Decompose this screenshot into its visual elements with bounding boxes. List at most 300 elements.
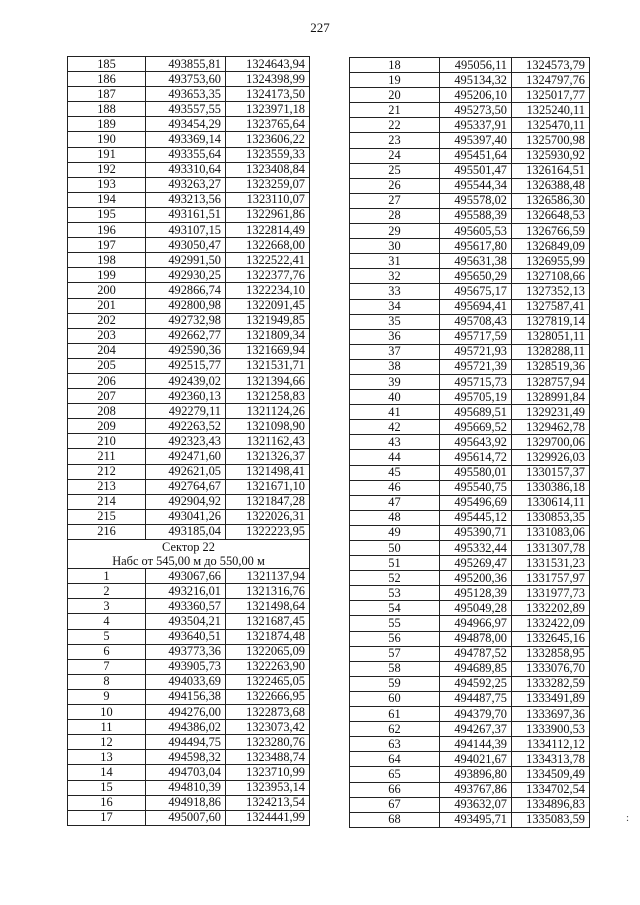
- y-coordinate: 1330614,11: [512, 495, 590, 510]
- table-row: [350, 661, 590, 676]
- y-coordinate: 1328991,84: [512, 390, 590, 405]
- point-number: 207: [68, 389, 146, 404]
- table-row: [350, 767, 590, 782]
- page-number: 227: [310, 20, 330, 35]
- point-number: 202: [68, 313, 146, 328]
- x-coordinate: 495721,39: [440, 359, 512, 374]
- y-coordinate: 1324643,94: [226, 57, 310, 72]
- x-coordinate: 495501,47: [440, 163, 512, 178]
- x-coordinate: 492930,25: [146, 268, 226, 283]
- point-number: 56: [350, 631, 440, 646]
- table-row: [68, 674, 310, 689]
- table-row: [68, 614, 310, 629]
- table-row: [68, 720, 310, 735]
- table-row: [350, 510, 590, 525]
- table-row: [350, 178, 590, 193]
- x-coordinate: 492800,98: [146, 298, 226, 313]
- sector-title: Сектор 22: [68, 540, 310, 555]
- x-coordinate: 495007,60: [146, 810, 226, 825]
- point-number: 6: [68, 644, 146, 659]
- y-coordinate: 1331757,97: [512, 571, 590, 586]
- point-number: 67: [350, 797, 440, 812]
- x-coordinate: 495643,92: [440, 435, 512, 450]
- point-number: 62: [350, 722, 440, 737]
- x-coordinate: 495206,10: [440, 88, 512, 103]
- y-coordinate: 1321316,76: [226, 584, 310, 599]
- point-number: 206: [68, 373, 146, 388]
- x-coordinate: 495390,71: [440, 525, 512, 540]
- table-row: [68, 464, 310, 479]
- point-number: 60: [350, 691, 440, 706]
- table-row: [68, 644, 310, 659]
- y-coordinate: 1323971,18: [226, 102, 310, 117]
- x-coordinate: 493107,15: [146, 223, 226, 238]
- point-number: 53: [350, 586, 440, 601]
- y-coordinate: 1325470,11: [512, 118, 590, 133]
- x-coordinate: 495049,28: [440, 601, 512, 616]
- point-number: 33: [350, 284, 440, 299]
- y-coordinate: 1326849,09: [512, 239, 590, 254]
- table-row: [68, 659, 310, 674]
- table-row: [68, 72, 310, 87]
- point-number: 65: [350, 767, 440, 782]
- y-coordinate: 1325930,92: [512, 148, 590, 163]
- y-coordinate: 1334313,78: [512, 752, 590, 767]
- x-coordinate: 494144,39: [440, 737, 512, 752]
- y-coordinate: 1324441,99: [226, 810, 310, 825]
- point-number: 19: [350, 73, 440, 88]
- point-number: 193: [68, 177, 146, 192]
- point-number: 47: [350, 495, 440, 510]
- point-number: 50: [350, 541, 440, 556]
- table-row: [68, 449, 310, 464]
- x-coordinate: 495269,47: [440, 556, 512, 571]
- x-coordinate: 492515,77: [146, 358, 226, 373]
- point-number: 204: [68, 343, 146, 358]
- x-coordinate: 495578,02: [440, 193, 512, 208]
- x-coordinate: 494598,32: [146, 750, 226, 765]
- point-number: 10: [68, 705, 146, 720]
- table-row: [68, 479, 310, 494]
- point-number: 209: [68, 419, 146, 434]
- y-coordinate: 1334896,83: [512, 797, 590, 812]
- y-coordinate: 1323559,33: [226, 147, 310, 162]
- point-number: 20: [350, 88, 440, 103]
- table-row: [350, 571, 590, 586]
- y-coordinate: 1322223,95: [226, 524, 310, 539]
- x-coordinate: 493640,51: [146, 629, 226, 644]
- y-coordinate: 1322668,00: [226, 238, 310, 253]
- x-coordinate: 495056,11: [440, 58, 512, 73]
- right-coordinates-table: [349, 57, 590, 828]
- y-coordinate: 1324797,76: [512, 73, 590, 88]
- table-row: [350, 782, 590, 797]
- y-coordinate: 1321949,85: [226, 313, 310, 328]
- point-number: 13: [68, 750, 146, 765]
- table-row: [68, 132, 310, 147]
- point-number: 196: [68, 223, 146, 238]
- y-coordinate: 1323488,74: [226, 750, 310, 765]
- y-coordinate: 1323765,64: [226, 117, 310, 132]
- table-row: [350, 133, 590, 148]
- point-number: 15: [68, 780, 146, 795]
- point-number: 1: [68, 569, 146, 584]
- table-row: [68, 509, 310, 524]
- x-coordinate: 493185,04: [146, 524, 226, 539]
- left-table-rows-top: [68, 57, 310, 540]
- x-coordinate: 493310,64: [146, 162, 226, 177]
- table-row: [68, 238, 310, 253]
- x-coordinate: 494276,00: [146, 705, 226, 720]
- y-coordinate: 1321498,41: [226, 464, 310, 479]
- table-row: [68, 268, 310, 283]
- y-coordinate: 1332202,89: [512, 601, 590, 616]
- y-coordinate: 1329462,78: [512, 420, 590, 435]
- y-coordinate: 1328288,11: [512, 344, 590, 359]
- x-coordinate: 494021,67: [440, 752, 512, 767]
- y-coordinate: 1330386,18: [512, 480, 590, 495]
- x-coordinate: 493213,56: [146, 192, 226, 207]
- y-coordinate: 1322065,09: [226, 644, 310, 659]
- table-row: [350, 148, 590, 163]
- x-coordinate: 495694,41: [440, 299, 512, 314]
- table-row: [350, 254, 590, 269]
- table-row: [350, 752, 590, 767]
- x-coordinate: 495337,91: [440, 118, 512, 133]
- point-number: 190: [68, 132, 146, 147]
- table-row: [350, 329, 590, 344]
- y-coordinate: 1321258,83: [226, 389, 310, 404]
- point-number: 201: [68, 298, 146, 313]
- x-coordinate: 495200,36: [440, 571, 512, 586]
- table-row: [350, 435, 590, 450]
- x-coordinate: 492471,60: [146, 449, 226, 464]
- x-coordinate: 493050,47: [146, 238, 226, 253]
- x-coordinate: 494386,02: [146, 720, 226, 735]
- x-coordinate: 494487,75: [440, 691, 512, 706]
- y-coordinate: 1326766,59: [512, 224, 590, 239]
- table-row: [68, 689, 310, 704]
- y-coordinate: 1331307,78: [512, 541, 590, 556]
- x-coordinate: 495708,43: [440, 314, 512, 329]
- point-number: 9: [68, 689, 146, 704]
- point-number: 192: [68, 162, 146, 177]
- x-coordinate: 495580,01: [440, 465, 512, 480]
- x-coordinate: 495445,12: [440, 510, 512, 525]
- point-number: 37: [350, 344, 440, 359]
- x-coordinate: 492764,67: [146, 479, 226, 494]
- right-table-rows: [350, 58, 590, 828]
- table-row: [68, 373, 310, 388]
- y-coordinate: 1322666,95: [226, 689, 310, 704]
- table-row: [68, 102, 310, 117]
- y-coordinate: 1324213,54: [226, 795, 310, 810]
- point-number: 7: [68, 659, 146, 674]
- x-coordinate: 492323,43: [146, 434, 226, 449]
- x-coordinate: 495675,17: [440, 284, 512, 299]
- y-coordinate: 1327352,13: [512, 284, 590, 299]
- y-coordinate: 1332858,95: [512, 646, 590, 661]
- table-row: [68, 524, 310, 539]
- point-number: 39: [350, 374, 440, 389]
- point-number: 208: [68, 404, 146, 419]
- y-coordinate: 1326648,53: [512, 208, 590, 223]
- table-row: [68, 795, 310, 810]
- point-number: 8: [68, 674, 146, 689]
- x-coordinate: 493632,07: [440, 797, 512, 812]
- table-row: [350, 344, 590, 359]
- y-coordinate: 1321847,28: [226, 494, 310, 509]
- point-number: 191: [68, 147, 146, 162]
- x-coordinate: 493067,66: [146, 569, 226, 584]
- x-coordinate: 494787,52: [440, 646, 512, 661]
- table-row: [68, 298, 310, 313]
- point-number: 48: [350, 510, 440, 525]
- x-coordinate: 495540,75: [440, 480, 512, 495]
- x-coordinate: 492439,02: [146, 373, 226, 388]
- y-coordinate: 1327587,41: [512, 299, 590, 314]
- y-coordinate: 1323953,14: [226, 780, 310, 795]
- x-coordinate: 492279,11: [146, 404, 226, 419]
- y-coordinate: 1322522,41: [226, 253, 310, 268]
- table-row: [68, 389, 310, 404]
- point-number: 40: [350, 390, 440, 405]
- table-row: [350, 812, 590, 827]
- x-coordinate: 495588,39: [440, 208, 512, 223]
- y-coordinate: 1321809,34: [226, 328, 310, 343]
- point-number: 11: [68, 720, 146, 735]
- point-number: 5: [68, 629, 146, 644]
- y-coordinate: 1326164,51: [512, 163, 590, 178]
- table-row: [350, 374, 590, 389]
- table-row: [350, 691, 590, 706]
- table-row: [350, 495, 590, 510]
- table-row: [350, 541, 590, 556]
- margin-mark: :: [626, 812, 630, 824]
- y-coordinate: 1322814,49: [226, 223, 310, 238]
- point-number: 210: [68, 434, 146, 449]
- y-coordinate: 1330853,35: [512, 510, 590, 525]
- point-number: 41: [350, 405, 440, 420]
- y-coordinate: 1334702,54: [512, 782, 590, 797]
- y-coordinate: 1323280,76: [226, 735, 310, 750]
- y-coordinate: 1325240,11: [512, 103, 590, 118]
- y-coordinate: 1333491,89: [512, 691, 590, 706]
- table-row: [350, 314, 590, 329]
- point-number: 45: [350, 465, 440, 480]
- table-row: [68, 283, 310, 298]
- point-number: 36: [350, 329, 440, 344]
- y-coordinate: 1331531,23: [512, 556, 590, 571]
- x-coordinate: 493905,73: [146, 659, 226, 674]
- table-row: [350, 163, 590, 178]
- y-coordinate: 1326388,48: [512, 178, 590, 193]
- table-row: [68, 192, 310, 207]
- table-row: [350, 480, 590, 495]
- point-number: 59: [350, 676, 440, 691]
- y-coordinate: 1322091,45: [226, 298, 310, 313]
- table-row: [350, 631, 590, 646]
- table-row: [350, 420, 590, 435]
- x-coordinate: 495397,40: [440, 133, 512, 148]
- point-number: 68: [350, 812, 440, 827]
- x-coordinate: 495134,32: [440, 73, 512, 88]
- point-number: 35: [350, 314, 440, 329]
- table-row: [350, 797, 590, 812]
- x-coordinate: 493355,64: [146, 147, 226, 162]
- table-row: [350, 299, 590, 314]
- table-row: [350, 224, 590, 239]
- y-coordinate: 1324173,50: [226, 87, 310, 102]
- table-row: [68, 343, 310, 358]
- point-number: 200: [68, 283, 146, 298]
- x-coordinate: 493216,01: [146, 584, 226, 599]
- point-number: 212: [68, 464, 146, 479]
- x-coordinate: 492360,13: [146, 389, 226, 404]
- point-number: 25: [350, 163, 440, 178]
- table-row: [350, 103, 590, 118]
- point-number: 27: [350, 193, 440, 208]
- y-coordinate: 1321498,64: [226, 599, 310, 614]
- table-row: [68, 313, 310, 328]
- point-number: 58: [350, 661, 440, 676]
- table-row: [68, 223, 310, 238]
- y-coordinate: 1331083,06: [512, 525, 590, 540]
- table-row: [68, 358, 310, 373]
- point-number: 189: [68, 117, 146, 132]
- table-row: [68, 434, 310, 449]
- table-row: [68, 780, 310, 795]
- table-row: [68, 207, 310, 222]
- point-number: 26: [350, 178, 440, 193]
- x-coordinate: 492590,36: [146, 343, 226, 358]
- point-number: 64: [350, 752, 440, 767]
- point-number: 188: [68, 102, 146, 117]
- x-coordinate: 492263,52: [146, 419, 226, 434]
- y-coordinate: 1327108,66: [512, 269, 590, 284]
- point-number: 43: [350, 435, 440, 450]
- table-row: [68, 599, 310, 614]
- y-coordinate: 1323110,07: [226, 192, 310, 207]
- point-number: 38: [350, 359, 440, 374]
- table-row: [68, 569, 310, 584]
- y-coordinate: 1328519,36: [512, 359, 590, 374]
- table-row: [350, 208, 590, 223]
- y-coordinate: 1335083,59: [512, 812, 590, 827]
- table-row: [68, 810, 310, 825]
- x-coordinate: 494267,37: [440, 722, 512, 737]
- sector-title-row: [68, 540, 310, 555]
- y-coordinate: 1325700,98: [512, 133, 590, 148]
- y-coordinate: 1329926,03: [512, 450, 590, 465]
- left-table-rows-bottom: [68, 569, 310, 826]
- y-coordinate: 1321669,94: [226, 343, 310, 358]
- table-row: [350, 450, 590, 465]
- point-number: 42: [350, 420, 440, 435]
- y-coordinate: 1329700,06: [512, 435, 590, 450]
- table-row: [68, 162, 310, 177]
- table-row: [350, 737, 590, 752]
- table-row: [68, 765, 310, 780]
- point-number: 211: [68, 449, 146, 464]
- point-number: 3: [68, 599, 146, 614]
- x-coordinate: 492732,98: [146, 313, 226, 328]
- point-number: 17: [68, 810, 146, 825]
- x-coordinate: 495650,29: [440, 269, 512, 284]
- y-coordinate: 1324398,99: [226, 72, 310, 87]
- point-number: 2: [68, 584, 146, 599]
- x-coordinate: 494033,69: [146, 674, 226, 689]
- y-coordinate: 1322873,68: [226, 705, 310, 720]
- x-coordinate: 493753,60: [146, 72, 226, 87]
- sector-subtitle: Набс от 545,00 м до 550,00 м: [68, 554, 310, 569]
- table-row: [68, 750, 310, 765]
- point-number: 4: [68, 614, 146, 629]
- point-number: 54: [350, 601, 440, 616]
- point-number: 61: [350, 707, 440, 722]
- x-coordinate: 495332,44: [440, 541, 512, 556]
- table-row: [68, 419, 310, 434]
- point-number: 23: [350, 133, 440, 148]
- point-number: 18: [350, 58, 440, 73]
- point-number: 205: [68, 358, 146, 373]
- x-coordinate: 495451,64: [440, 148, 512, 163]
- table-row: [350, 284, 590, 299]
- point-number: 214: [68, 494, 146, 509]
- point-number: 213: [68, 479, 146, 494]
- y-coordinate: 1321124,26: [226, 404, 310, 419]
- y-coordinate: 1323710,99: [226, 765, 310, 780]
- point-number: 28: [350, 208, 440, 223]
- point-number: 216: [68, 524, 146, 539]
- y-coordinate: 1324573,79: [512, 58, 590, 73]
- x-coordinate: 492866,74: [146, 283, 226, 298]
- point-number: 185: [68, 57, 146, 72]
- table-row: [68, 735, 310, 750]
- y-coordinate: 1333076,70: [512, 661, 590, 676]
- y-coordinate: 1333282,59: [512, 676, 590, 691]
- point-number: 195: [68, 207, 146, 222]
- point-number: 57: [350, 646, 440, 661]
- x-coordinate: 493653,35: [146, 87, 226, 102]
- table-row: [350, 646, 590, 661]
- point-number: 187: [68, 87, 146, 102]
- table-row: [68, 177, 310, 192]
- x-coordinate: 493369,14: [146, 132, 226, 147]
- x-coordinate: 493767,86: [440, 782, 512, 797]
- table-row: [68, 328, 310, 343]
- y-coordinate: 1321098,90: [226, 419, 310, 434]
- table-row: [350, 118, 590, 133]
- y-coordinate: 1323073,42: [226, 720, 310, 735]
- point-number: 32: [350, 269, 440, 284]
- x-coordinate: 495631,38: [440, 254, 512, 269]
- y-coordinate: 1322377,76: [226, 268, 310, 283]
- y-coordinate: 1325017,77: [512, 88, 590, 103]
- point-number: 46: [350, 480, 440, 495]
- x-coordinate: 494878,00: [440, 631, 512, 646]
- sector-subtitle-row: [68, 554, 310, 569]
- y-coordinate: 1321162,43: [226, 434, 310, 449]
- x-coordinate: 492621,05: [146, 464, 226, 479]
- x-coordinate: 493557,55: [146, 102, 226, 117]
- table-row: [350, 58, 590, 73]
- y-coordinate: 1334509,49: [512, 767, 590, 782]
- y-coordinate: 1323259,07: [226, 177, 310, 192]
- y-coordinate: 1326586,30: [512, 193, 590, 208]
- x-coordinate: 493495,71: [440, 812, 512, 827]
- point-number: 186: [68, 72, 146, 87]
